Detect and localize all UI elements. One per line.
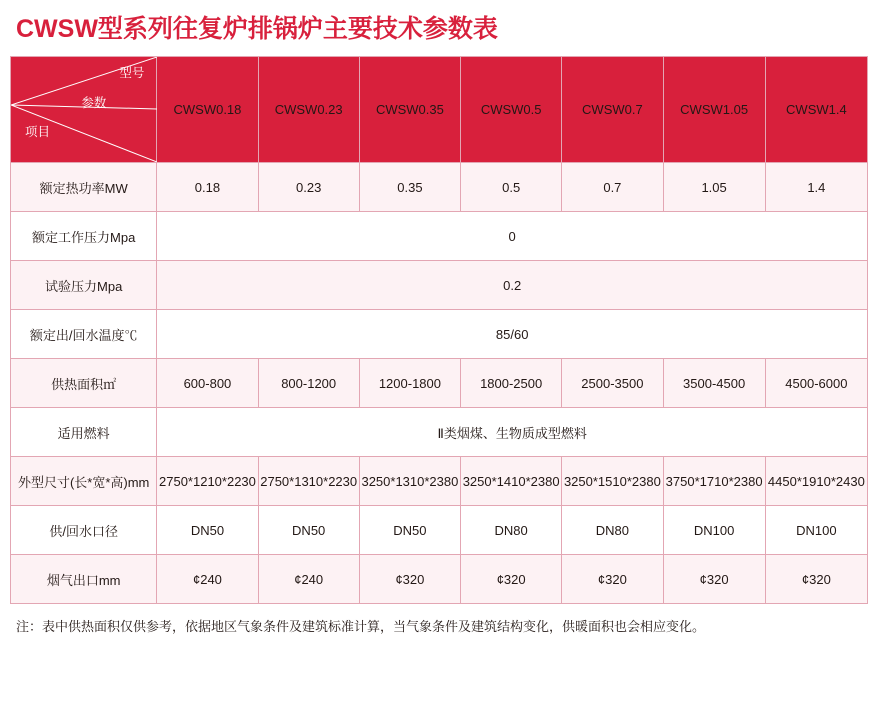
table-cell: 1800-2500: [461, 359, 562, 408]
row-label: 额定出/回水温度℃: [11, 310, 157, 359]
table-cell: 2500-3500: [562, 359, 663, 408]
table-cell: 2750*1310*2230: [258, 457, 359, 506]
table-row: [11, 163, 868, 212]
table-cell: ¢320: [359, 555, 460, 604]
spec-table: [10, 56, 868, 604]
table-header-row: [11, 57, 868, 163]
table-row: [11, 261, 868, 310]
table-cell-merged: Ⅱ类烟煤、生物质成型燃料: [157, 408, 868, 457]
column-header: CWSW0.35: [359, 57, 460, 163]
table-cell: 3250*1410*2380: [461, 457, 562, 506]
table-cell: ¢240: [157, 555, 258, 604]
table-cell: 1.05: [663, 163, 765, 212]
column-header: CWSW1.4: [765, 57, 867, 163]
table-cell: 0.5: [461, 163, 562, 212]
column-header: CWSW0.7: [562, 57, 663, 163]
table-corner-cell: [11, 57, 157, 163]
corner-item-label: 项目: [25, 125, 51, 139]
table-cell: 4500-6000: [765, 359, 867, 408]
table-cell-merged: 85/60: [157, 310, 868, 359]
corner-model-label: 型号: [119, 66, 145, 80]
table-cell: 600-800: [157, 359, 258, 408]
table-cell: DN50: [157, 506, 258, 555]
table-note: 注：表中供热面积仅供参考，依据地区气象条件及建筑标准计算，当气象条件及建筑结构变化，供暖面积也会相应变化。: [16, 619, 706, 634]
table-cell: 800-1200: [258, 359, 359, 408]
table-cell-merged: 0: [157, 212, 868, 261]
table-cell: 1200-1800: [359, 359, 460, 408]
table-row: [11, 555, 868, 604]
row-label: 供/回水口径: [11, 506, 157, 555]
table-cell: 0.35: [359, 163, 460, 212]
table-cell: DN50: [258, 506, 359, 555]
table-cell: DN80: [461, 506, 562, 555]
table-cell: ¢320: [562, 555, 663, 604]
table-cell: 1.4: [765, 163, 867, 212]
column-header: CWSW0.23: [258, 57, 359, 163]
table-cell: DN100: [765, 506, 867, 555]
table-row: [11, 506, 868, 555]
column-header: CWSW0.18: [157, 57, 258, 163]
table-cell: ¢320: [461, 555, 562, 604]
table-row: [11, 310, 868, 359]
column-header: CWSW1.05: [663, 57, 765, 163]
table-cell: DN80: [562, 506, 663, 555]
row-label: 适用燃料: [11, 408, 157, 457]
page-title: CWSW型系列往复炉排锅炉主要技术参数表: [16, 15, 498, 43]
table-cell: 0.7: [562, 163, 663, 212]
table-cell: 3250*1310*2380: [359, 457, 460, 506]
table-row: [11, 408, 868, 457]
row-label: 额定热功率MW: [11, 163, 157, 212]
table-cell: ¢240: [258, 555, 359, 604]
table-cell: ¢320: [663, 555, 765, 604]
table-cell: 0.18: [157, 163, 258, 212]
table-cell: DN50: [359, 506, 460, 555]
row-label: 额定工作压力Mpa: [11, 212, 157, 261]
row-label: 供热面积㎡: [11, 359, 157, 408]
corner-param-label: 参数: [81, 96, 107, 110]
table-cell: ¢320: [765, 555, 867, 604]
row-label: 外型尺寸(长*宽*高)mm: [11, 457, 157, 506]
row-label: 烟气出口mm: [11, 555, 157, 604]
column-header: CWSW0.5: [461, 57, 562, 163]
table-cell: 3250*1510*2380: [562, 457, 663, 506]
table-row: [11, 457, 868, 506]
table-cell: 0.23: [258, 163, 359, 212]
table-row: [11, 359, 868, 408]
table-row: [11, 212, 868, 261]
table-cell-merged: 0.2: [157, 261, 868, 310]
table-cell: 2750*1210*2230: [157, 457, 258, 506]
table-cell: 3750*1710*2380: [663, 457, 765, 506]
table-cell: 4450*1910*2430: [765, 457, 867, 506]
table-cell: 3500-4500: [663, 359, 765, 408]
table-cell: DN100: [663, 506, 765, 555]
row-label: 试验压力Mpa: [11, 261, 157, 310]
